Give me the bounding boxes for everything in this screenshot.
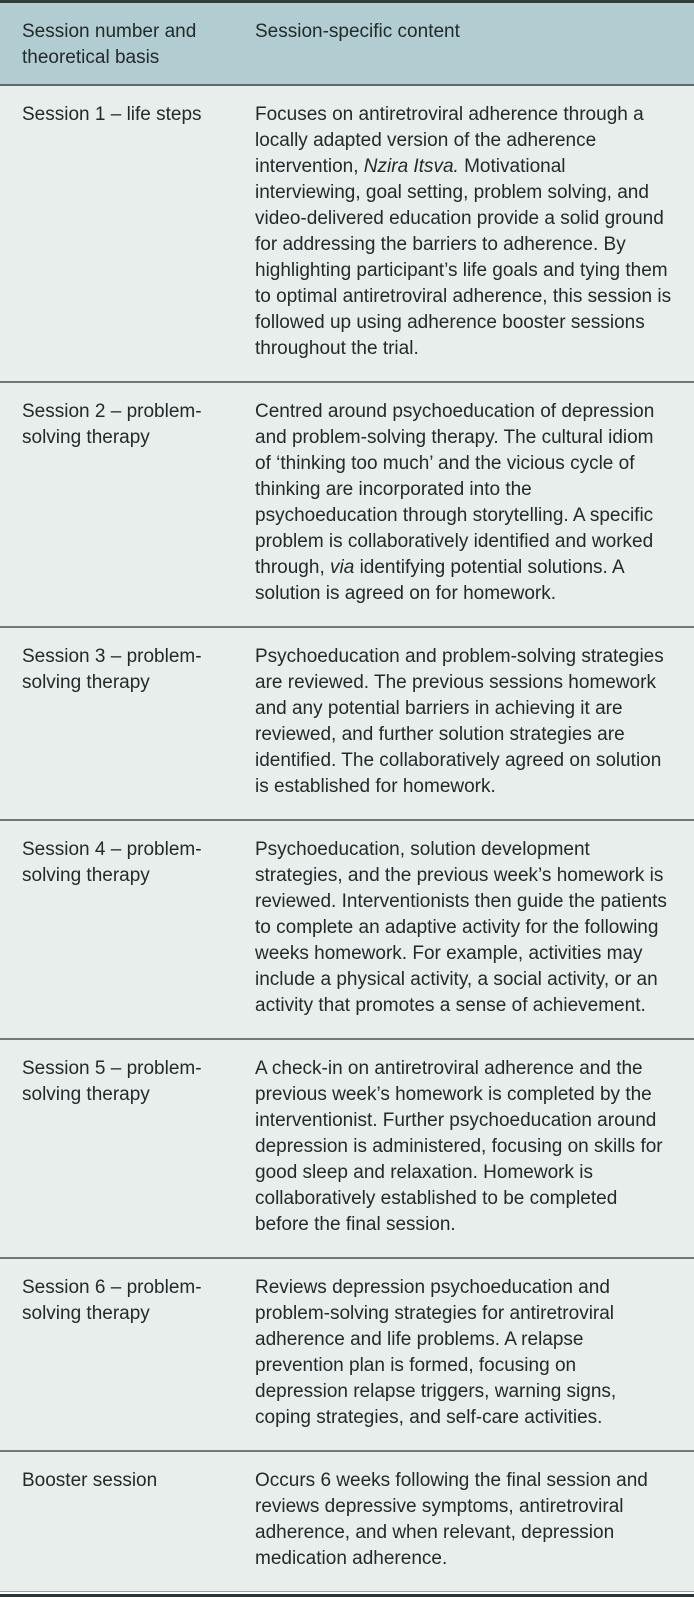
column-header-session-basis: Session number and theoretical basis — [0, 3, 255, 85]
session-content: Psychoeducation, solution development strategies, and the previous week’s homework is reviewed. Interventionists then guide the patients to complete an adaptive activity for the following weeks homework. For example, activities may include a physical activity, a social activity, or an activity that promotes a sense of achievement. — [255, 820, 694, 1039]
table-header-row — [0, 3, 694, 85]
session-label: Session 5 – problem-solving therapy — [0, 1039, 255, 1258]
session-content: Focuses on antiretroviral adherence through a locally adapted version of the adherence intervention, Nzira Itsva. Motivational interviewing, goal setting, problem solving, and video-delivered education provide a solid ground for addressing the barriers to adherence. By highlighting participant’s life goals and tying them to optimal antiretroviral adherence, this session is followed up using adherence booster sessions throughout the trial. — [255, 85, 694, 382]
table-row — [0, 85, 694, 382]
session-label: Session 6 – problem-solving therapy — [0, 1258, 255, 1451]
session-content: A check-in on antiretroviral adherence and the previous week’s homework is completed by the interventionist. Further psychoeducation around depression is administered, focusing on skills for good sleep and relaxation. Homework is collaboratively established to be completed before the final session. — [255, 1039, 694, 1258]
table-row — [0, 820, 694, 1039]
session-content: Centred around psychoeducation of depression and problem-solving therapy. The cultural idiom of ‘thinking too much’ and the vicious cycle of thinking are incorporated into the psychoeducation through storytelling. A specific problem is collaboratively identified and worked through, via identifying potential solutions. A solution is agreed on for homework. — [255, 382, 694, 627]
session-content: Occurs 6 weeks following the final session and reviews depressive symptoms, antiretroviral adherence, and when relevant, depression medication adherence. — [255, 1451, 694, 1592]
table-row — [0, 1258, 694, 1451]
session-label: Session 1 – life steps — [0, 85, 255, 382]
session-content: Psychoeducation and problem-solving strategies are reviewed. The previous sessions homework and any potential barriers in achieving it are reviewed, and further solution strategies are identified. The collaboratively agreed on solution is established for homework. — [255, 627, 694, 820]
session-label: Session 2 – problem-solving therapy — [0, 382, 255, 627]
session-content-table — [0, 3, 694, 1592]
table-row — [0, 1451, 694, 1592]
session-label: Session 4 – problem-solving therapy — [0, 820, 255, 1039]
table-header — [0, 3, 694, 85]
table-row — [0, 382, 694, 627]
session-content: Reviews depression psychoeducation and problem-solving strategies for antiretroviral adherence and life problems. A relapse prevention plan is formed, focusing on depression relapse triggers, warning signs, coping strategies, and self-care activities. — [255, 1258, 694, 1451]
column-header-session-content: Session-specific content — [255, 3, 694, 85]
table-row — [0, 1039, 694, 1258]
table-row — [0, 627, 694, 820]
session-label: Session 3 – problem-solving therapy — [0, 627, 255, 820]
table-body — [0, 85, 694, 1592]
session-label: Booster session — [0, 1451, 255, 1592]
